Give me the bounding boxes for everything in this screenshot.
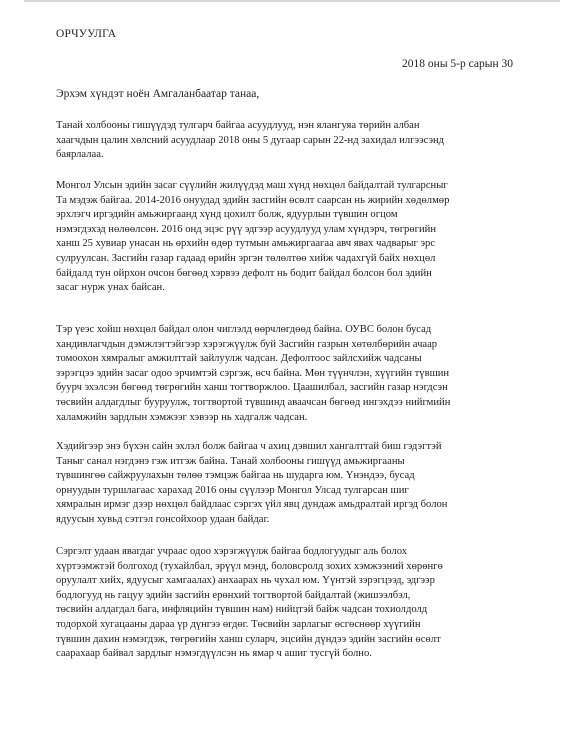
paragraph-line: Танай холбооны гишүүдэд тулгарч байгаа асуудлууд, нэн ялангуяа төрийн албан [56, 120, 420, 131]
paragraph-line: ханш 25 хувиар унасан нь өрхийн өдөр тутмын амьжиргаагаа авч явах чадварыг эрс [56, 238, 436, 250]
paragraph-3 [56, 323, 526, 425]
top-edge-divider [24, 0, 560, 2]
paragraph-1 [56, 119, 526, 163]
paragraph-line: Хэдийгээр энэ бүхэн сайн эхлэл болж байгаа ч ахиц дэвшил хангалттай биш гэдэгтэй [56, 441, 442, 452]
paragraph-line: засаг нурж унах байсан. [56, 282, 165, 294]
paragraph-line: ядуусын хувьд сэтгэл гонсойхоор удаан байдаг. [56, 513, 270, 525]
paragraph-line: тодорхой хугацааны дараа үр дүнгээ өгдөг. Төсвийн зарлагыг өсгөснөөр хүүгийн [56, 618, 421, 630]
paragraph-line: саарахаар байвал зардлыг нэмэгдүүлсэн нь ямар ч ашиг тусгүй болно. [56, 648, 372, 660]
paragraph-line: оруулалт хийх, ядуусыг хамгаалах) анхаарах нь чухал юм. Үүнтэй зэрэгцээд, эдгээр [56, 575, 435, 587]
paragraph-line: Монгол Улсын эдийн засаг сүүлийн жилүүдэд маш хүнд нөхцөл байдалтай тулгарсныг [56, 180, 448, 191]
paragraph-line: баярлалаа. [56, 149, 104, 161]
paragraph-line: төсвийн алдагдлыг бууруулж, тогтвортой түвшинд аваачсан бөгөөд ингэхдээ нийгмийн [56, 396, 451, 408]
paragraph-line: халамжийн зардлын хэмжээг хэвээр нь хадгалж чадсан. [56, 411, 308, 423]
paragraph-line: орнуудын туршлагаас харахад 2016 оны сүүлээр Монгол Улсад тулгарсан шиг [56, 484, 409, 496]
paragraph-line: хүртээмжтэй болгоход (тухайлбал, эрүүл мэнд, боловсролд зохих хэмжээний хөрөнгө [56, 560, 443, 572]
paragraph-line: хямралын ирмэг дээр нөхцөл байдлаас сэргэх үйл явц дундаж амьдралтай иргэд болон [56, 499, 448, 511]
paragraph-line: Тэр үеэс хойш нөхцөл байдал олон чиглэлд өөрчлөгдөөд байна. ОУВС болон бусад [56, 324, 432, 335]
paragraph-4 [56, 440, 526, 528]
paragraph-line: зэрэгцээ эдийн засаг одоо эрчимтэй сэргэж, өсч байна. Мөн түүнчлэн, хүүгийн түвшин [56, 367, 450, 379]
paragraph-line: хандивлагчдын дэмжлэгтэйгээр хэрэгжүүлж буй Засгийн газрын хөтөлбөрийн ачаар [56, 338, 438, 350]
document-title: ОРЧУУЛГА [56, 28, 117, 40]
paragraph-2 [56, 179, 526, 296]
paragraph-line: томоохон хямралыг амжилттай зайлуулж чадсан. Дефолтоос зайлсхийж чадсаны [56, 353, 422, 365]
letter-date: 2018 оны 5-р сарын 30 [402, 58, 513, 70]
paragraph-line: сулруулсан. Засгийн газар гадаад өрийн эргэн төлөлтөө хийж чадахгүй байх нөхцөл [56, 252, 436, 264]
paragraph-line: бодлогууд нь гацуу эдийн засгийн ерөнхий тогтвортой байдалтай (жишээлбэл, [56, 589, 411, 601]
paragraph-line: Та мэдэж байгаа. 2014-2016 онуудад эдийн засгийн өсөлт саарсан нь жирийн хөдөлмөр [56, 194, 450, 206]
paragraph-line: түвшин дахин нэмэгдэж, төгрөгийн ханш суларч, эцсийн дүндээ эдийн засгийн өсөлт [56, 633, 441, 645]
paragraph-line: Сэргэлт удаан явагдаг учраас одоо хэрэгжүүлж байгаа бодлогуудыг аль болох [56, 546, 408, 557]
paragraph-line: түвшингөө сайжруулахын төлөө тэмцэж байгаа нь шударга юм. Үнэндээ, бусад [56, 470, 415, 482]
paragraph-line: эрхлэгч иргэдийн амьжиргаанд хүнд цохилт болж, ядуурлын түвшин огцом [56, 209, 398, 221]
paragraph-line: төсвийн алдагдал бага, инфляцийн түвшин нам) нийцтэй байж чадсан тохиолдолд [56, 604, 428, 616]
paragraph-line: байдалд тун ойрхон очсон бөгөөд хэрвээ дефолт нь бодит байдал болсон бол эдийн [56, 267, 432, 279]
paragraph-line: нэмэгдэхэд нөлөөлсөн. 2016 онд эцэс рүү эдгээр асуудлууд улам хүндэрч, төгрөгийн [56, 223, 437, 235]
paragraph-5 [56, 545, 526, 662]
paragraph-line: хаагчдын цалин хөлсний асуудлаар 2018 оны 5 дугаар сарын 22-нд захидал илгээсэнд [56, 134, 445, 146]
paragraph-line: Таныг санал нэгдэнэ гэж итгэж байна. Танай холбооны гишүүд амьжиргааны [56, 455, 405, 467]
paragraph-line: буурч эхэлсэн бөгөөд төгрөгийн ханш тогтворжлоо. Цаашилбал, засгийн газар нэгдсэн [56, 382, 448, 394]
salutation: Эрхэм хүндэт ноён Амгаланбаатар танаа, [56, 88, 260, 100]
